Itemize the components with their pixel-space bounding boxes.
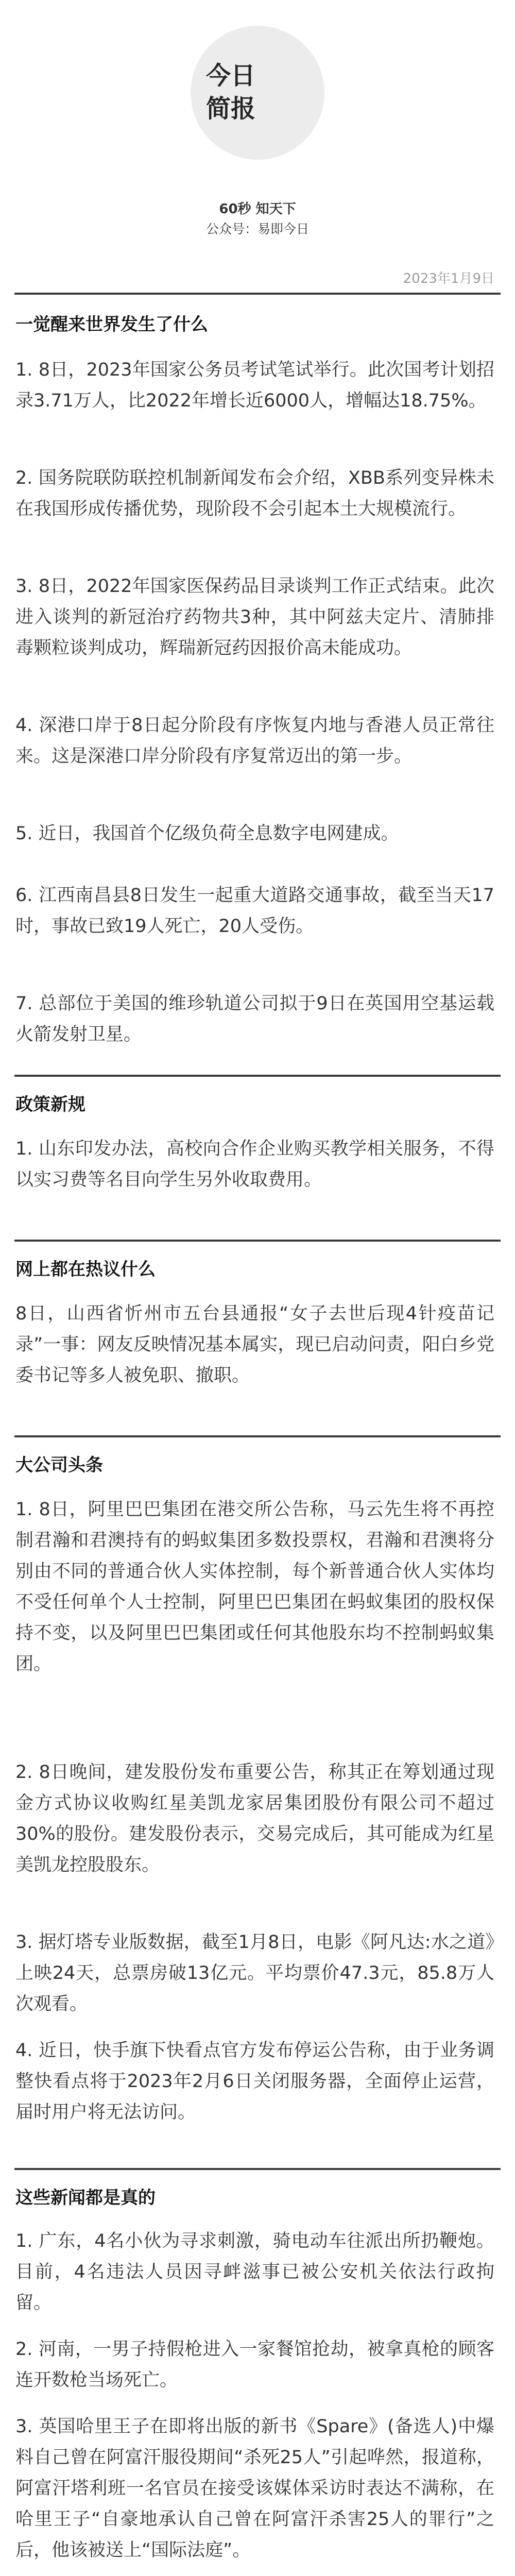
- world-item-4: 4. 深港口岸于8日起分阶段有序恢复内地与香港人员正常往来。这是深港口岸分阶段有序复常迈出的第一步。: [15, 715, 494, 767]
- section-divider: [14, 1075, 501, 1077]
- brand-slogan: 60秒 知天下: [219, 201, 296, 217]
- logo-line2: 简报: [206, 94, 256, 123]
- truth-item-2: 2. 河南，一男子持假枪进入一家餐馆抢劫，被拿真枪的顾客连开数枪当场死亡。: [15, 2339, 494, 2391]
- company-item-1: 1. 8日，阿里巴巴集团在港交所公告称，马云先生将不再控制君瀚和君澳持有的蚂蚁集团多数投票权，君瀚和君澳将分别由不同的普通合伙人实体控制，每个新普通合伙人实体均不受任何单个人士控制，阿里巴巴集团在蚂蚁集团的股权保持不变，以及阿里巴巴集团或任何其他股东均不控制蚂蚁集团。: [15, 1499, 494, 1674]
- company-item-3: 3. 据灯塔专业版数据，截至1月8日，电影《阿凡达:水之道》上映24天，总票房破13亿元。平均票价47.3元，85.8万人次观看。: [15, 1932, 494, 2014]
- company-item-2: 2. 8日晚间，建发股份发布重要公告，称其正在筹划通过现金方式协议收购红星美凯龙家居集团股份有限公司不超过30%的股份。建发股份表示，交易完成后，其可能成为红星美凯龙控股股东。: [15, 1762, 494, 1875]
- section-title-company: 大公司头条: [15, 1455, 103, 1476]
- policy-item-1: 1. 山东印发办法，高校向合作企业购买教学相关服务，不得以实习费等名目向学生另外收取费用。: [15, 1139, 494, 1190]
- brand-account: 公众号：易即今日: [205, 222, 309, 236]
- logo-line1: 今日: [206, 61, 256, 90]
- issue-date: 2023年1月9日: [403, 271, 494, 286]
- logo-text: [206, 59, 255, 125]
- world-item-7: 7. 总部位于美国的维珍轨道公司拟于9日在英国用空基运载火箭发射卫星。: [15, 993, 494, 1045]
- truth-item-3: 3. 英国哈里王子在即将出版的新书《Spare》(备选人)中爆料自己曾在阿富汗服役期间“杀死25人”引起哗然，报道称，阿富汗塔利班一名官员在接受该媒体采访时表达不满称，在哈里王子“自豪地承认自己曾在阿富汗杀害25人的罪行”之后，他该被送上“国际法庭”。: [15, 2416, 494, 2561]
- section-title-world: 一觉醒来世界发生了什么: [15, 314, 208, 335]
- section-title-policy: 政策新规: [15, 1094, 85, 1115]
- section-divider: [14, 293, 501, 295]
- section-divider: [14, 1240, 501, 1242]
- section-divider: [14, 1435, 501, 1437]
- world-item-6: 6. 江西南昌县8日发生一起重大道路交通事故，截至当天17时，事故已致19人死亡，20人受伤。: [15, 885, 494, 937]
- world-item-2: 2. 国务院联防联控机制新闻发布会介绍，XBB系列变异株未在我国形成传播优势，现阶段不会引起本土大规模流行。: [15, 468, 494, 519]
- world-item-1: 1. 8日，2023年国家公务员考试笔试举行。此次国考计划招录3.71万人，比2022年增长近6000人，增幅达18.75%。: [15, 360, 494, 411]
- company-item-4: 4. 近日，快手旗下快看点官方发布停运公告称，由于业务调整快看点将于2023年2月6日关闭服务器，全面停止运营，届时用户将无法访问。: [15, 2040, 494, 2123]
- truth-item-1: 1. 广东，4名小伙为寻求刺激，骑电动车往派出所扔鞭炮。目前，4名违法人员因寻衅滋事已被公安机关依法行政拘留。: [15, 2231, 494, 2313]
- hot-item-1: 8日，山西省忻州市五台县通报“女子去世后现4针疫苗记录”一事：网友反映情况基本属实，现已启动问责，阳白乡党委书记等多人被免职、撤职。: [15, 1303, 494, 1386]
- world-item-5: 5. 近日，我国首个亿级负荷全息数字电网建成。: [15, 823, 399, 844]
- section-title-hot: 网上都在热议什么: [15, 1259, 156, 1280]
- world-item-3: 3. 8日，2022年国家医保药品目录谈判工作正式结束。此次进入谈判的新冠治疗药物共3种，其中阿兹夫定片、清肺排毒颗粒谈判成功，辉瑞新冠药因报价高未能成功。: [15, 576, 494, 658]
- section-title-truth: 这些新闻都是真的: [15, 2188, 156, 2208]
- section-divider: [14, 2168, 501, 2170]
